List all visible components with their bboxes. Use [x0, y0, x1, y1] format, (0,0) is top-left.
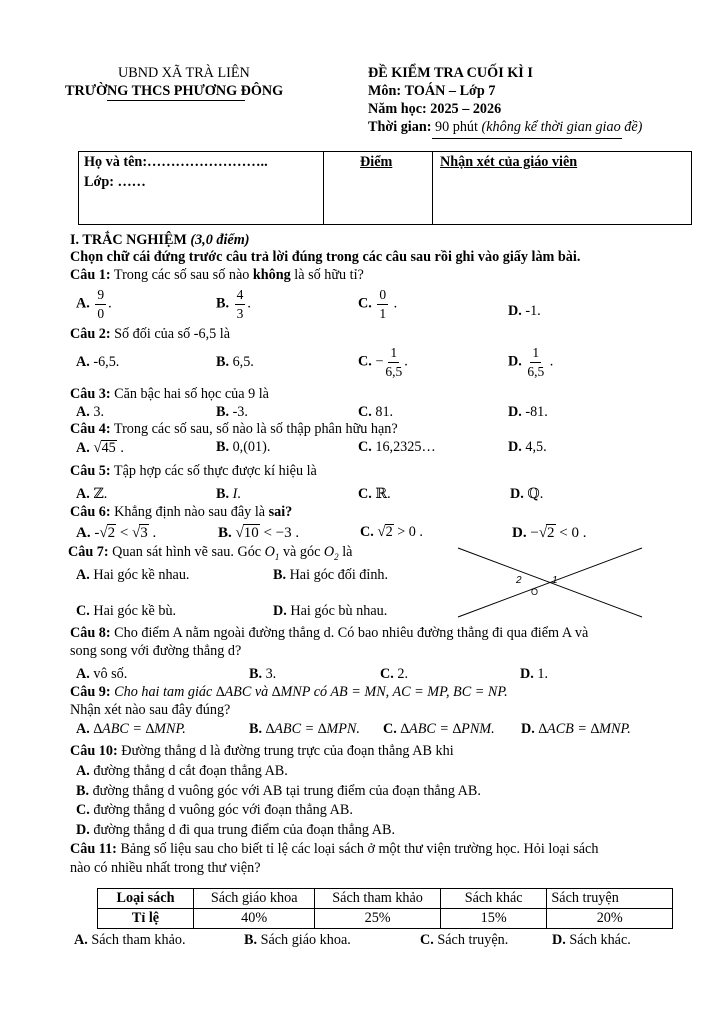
relation: < 0 — [555, 525, 580, 541]
question-3-text: Căn bậc hai số học của 9 là — [114, 386, 269, 402]
q5-option-d — [510, 487, 543, 503]
option-text: Sách truyện. — [437, 932, 509, 948]
option-text: ∆ABC = ∆MPN. — [265, 721, 360, 737]
school-authority: UBND XÃ TRÀ LIÊN — [118, 65, 250, 81]
info-box-divider-1 — [323, 151, 324, 224]
q8-option-a — [76, 667, 127, 683]
question-7 — [68, 545, 352, 563]
angle-o1: $O_1$ — [264, 544, 280, 562]
radicand: 45 — [101, 440, 116, 456]
book-ratio-table — [97, 888, 673, 929]
option-text: đường thẳng d đi qua trung điểm của đoạn thẳng AB. — [93, 822, 395, 838]
angle-o2: $O_2$ — [323, 544, 339, 562]
table-header-cell: Sách giáo khoa — [194, 889, 315, 909]
q6-option-a: A. -√2 < √3 . — [76, 525, 157, 541]
option-letter: A. — [76, 721, 90, 737]
question-10-label: Câu 10: — [70, 743, 118, 759]
option-text: Sách khác. — [569, 932, 631, 948]
q6-option-c: C. √2 > 0 . — [360, 524, 423, 540]
q2-option-d: D. $\frac{1}{6,5}$ . — [508, 345, 554, 379]
sqrt-sign: √ — [235, 525, 244, 541]
sqrt-sign: √ — [99, 525, 108, 541]
question-6-label: Câu 6: — [70, 504, 111, 520]
q8-option-b — [249, 667, 276, 683]
option-text: đường thẳng d vuông góc với AB tại trung điểm của đoạn thẳng AB. — [92, 783, 481, 799]
option-letter: B. — [216, 439, 230, 455]
q10-option-d — [76, 823, 395, 839]
option-text: vô số. — [93, 666, 128, 682]
q9-option-b — [249, 722, 360, 738]
exam-header-underline — [432, 138, 622, 139]
numerator: 0 — [377, 288, 388, 305]
option-letter: B. — [273, 567, 287, 583]
option-letter: B. — [216, 486, 230, 502]
option-letter: C. — [358, 486, 372, 502]
q8-option-c — [380, 667, 408, 683]
question-5 — [70, 464, 317, 480]
option-letter: B. — [216, 295, 230, 312]
q11-option-d — [552, 933, 631, 949]
exam-time — [368, 120, 642, 136]
option-letter: C. — [420, 932, 434, 948]
option-letter: A. — [74, 932, 88, 948]
option-letter: B. — [244, 932, 258, 948]
vertex-label-o: O — [531, 587, 539, 597]
question-7-label: Câu 7: — [68, 544, 109, 560]
option-text: 4,5. — [525, 439, 547, 455]
option-letter: D. — [520, 666, 534, 682]
question-9-line2: Nhận xét nào sau đây đúng? — [70, 702, 231, 718]
question-4 — [70, 422, 398, 438]
table-cell: 15% — [440, 909, 547, 929]
option-letter: A. — [76, 763, 90, 779]
option-letter: A. — [76, 404, 90, 420]
option-letter: D. — [521, 721, 535, 737]
table-header-cell: Sách truyện — [547, 889, 673, 909]
option-letter: D. — [512, 525, 527, 541]
q1-option-c: C. $\frac{0}{1}$ . — [358, 287, 398, 321]
student-name-field: Họ và tên:…………………….. — [84, 154, 268, 170]
option-letter: C. — [76, 603, 90, 619]
question-3 — [70, 387, 269, 403]
q7-option-c — [76, 604, 176, 620]
fraction — [527, 346, 544, 378]
q10-option-c — [76, 803, 353, 819]
student-class-field: Lớp: …… — [84, 174, 146, 190]
q11-option-a — [74, 933, 186, 949]
sign: - — [94, 525, 100, 541]
option-text: 6,5. — [232, 354, 254, 370]
exam-title: ĐỀ KIỂM TRA CUỐI KÌ I — [368, 65, 533, 81]
option-letter: C. — [358, 404, 372, 420]
table-cell: 40% — [194, 909, 315, 929]
option-text: Sách tham khảo. — [91, 932, 186, 948]
relation: > 0 — [393, 524, 416, 540]
sign: − — [530, 525, 539, 541]
q9-option-a — [76, 722, 186, 738]
option-letter: B. — [249, 666, 263, 682]
option-text: -81. — [525, 404, 548, 420]
q1-option-d — [508, 304, 541, 320]
option-letter: A. — [76, 666, 90, 682]
option-letter: D. — [508, 303, 522, 319]
option-text: I — [232, 486, 238, 502]
question-11 — [70, 842, 598, 858]
subject-label: Môn: — [368, 83, 402, 99]
q1-option-b: B. $\frac{4}{3}$ . — [216, 287, 251, 321]
question-7-text-c: là — [342, 544, 353, 560]
option-letter: D. — [510, 486, 524, 502]
option-letter: C. — [358, 353, 372, 370]
radicand: 10 — [243, 525, 259, 541]
question-10 — [70, 744, 454, 760]
option-text: ∆ACB = ∆MNP. — [538, 721, 631, 737]
option-letter: A. — [76, 295, 90, 312]
option-letter: C. — [360, 524, 374, 540]
option-text: ∆ABC = ∆PNM. — [400, 721, 495, 737]
question-4-label: Câu 4: — [70, 421, 111, 437]
table-header-cell: Sách tham khảo — [315, 889, 441, 909]
exam-subject — [368, 84, 495, 100]
fraction — [385, 346, 402, 378]
question-3-label: Câu 3: — [70, 386, 111, 402]
option-text: 2. — [397, 666, 408, 682]
option-letter: C. — [358, 439, 372, 455]
question-11-text: Bảng số liệu sau cho biết tỉ lệ các loại sách ở một thư viện trường học. Hỏi loại sách — [120, 841, 599, 857]
denominator: 3 — [236, 305, 244, 321]
question-1-text-a: Trong các số sau số nào — [113, 267, 250, 283]
option-text: Hai góc kề nhau. — [93, 567, 190, 583]
option-letter: A. — [76, 525, 91, 541]
q5-option-c — [358, 487, 391, 503]
option-letter: D. — [552, 932, 566, 948]
subject-value: TOÁN – Lớp 7 — [404, 83, 496, 99]
relation: < — [116, 525, 133, 541]
year-value: 2025 – 2026 — [430, 101, 502, 117]
q2-option-c: C. − $\frac{1}{6,5}$ . — [358, 345, 408, 379]
option-letter: A. — [76, 354, 90, 370]
school-name-underline — [107, 100, 245, 101]
question-1-text-c: là số hữu tỉ? — [294, 267, 364, 283]
q3-option-c — [358, 405, 393, 421]
question-8 — [70, 626, 588, 642]
question-8-label: Câu 8: — [70, 625, 111, 641]
angle-label-1: 1 — [552, 575, 558, 586]
sqrt-sign: √ — [538, 525, 548, 541]
radicand: 2 — [547, 525, 555, 541]
question-7-text-b: và góc — [282, 544, 321, 560]
question-2-label: Câu 2: — [70, 326, 111, 342]
q7-option-a — [76, 568, 189, 584]
fraction — [235, 288, 246, 320]
q3-option-d — [508, 405, 548, 421]
question-9 — [70, 685, 508, 701]
school-name: TRƯỜNG THCS PHƯƠNG ĐÔNG — [65, 83, 284, 99]
question-8-text: Cho điểm A nằm ngoài đường thẳng d. Có bao nhiêu đường thẳng đi qua điểm A và — [114, 625, 589, 641]
option-text: -3. — [232, 404, 248, 420]
q10-option-a — [76, 764, 288, 780]
option-text: ∆ABC = ∆MNP. — [93, 721, 186, 737]
option-letter: A. — [76, 486, 90, 502]
option-text: 0,(01). — [232, 439, 271, 455]
q6-option-d: D. −√2 < 0 . — [512, 525, 587, 541]
q8-option-d — [520, 667, 548, 683]
option-letter: B. — [76, 783, 90, 799]
q4-option-c — [358, 440, 436, 456]
q7-option-d — [273, 604, 387, 620]
radicand: 2 — [385, 524, 393, 540]
question-1 — [70, 268, 364, 284]
denominator: 0 — [97, 305, 105, 321]
option-text: 3. — [265, 666, 277, 682]
question-8-line2: song song với đường thẳng d? — [70, 643, 242, 659]
question-4-text: Trong các số sau, số nào là số thập phân hữu hạn? — [113, 421, 398, 437]
denominator: 6,5 — [527, 363, 545, 379]
option-text: Sách giáo khoa. — [260, 932, 351, 948]
numerator: 4 — [235, 288, 246, 305]
sqrt-sign: √ — [93, 440, 102, 456]
q9-option-c — [383, 722, 495, 738]
q2-option-b — [216, 355, 254, 371]
option-text: 3. — [93, 404, 104, 420]
exam-year — [368, 102, 501, 118]
option-letter: D. — [508, 439, 522, 455]
option-letter: C. — [380, 666, 394, 682]
option-letter: D. — [76, 822, 90, 838]
option-letter: A. — [76, 440, 90, 456]
relation: < −3 — [259, 525, 292, 541]
question-5-label: Câu 5: — [70, 463, 111, 479]
section-title-text: I. TRẮC NGHIỆM — [70, 232, 187, 248]
option-letter: B. — [218, 525, 232, 541]
option-text: 1. — [537, 666, 548, 682]
numerator: 1 — [388, 346, 399, 363]
question-2-text: Số đối của số -6,5 là — [114, 326, 231, 342]
question-6-text-a: Khẳng định nào sau đây là — [114, 504, 266, 520]
question-5-text: Tập hợp các số thực được kí hiệu là — [113, 463, 317, 479]
q10-option-b — [76, 784, 481, 800]
option-text: 81. — [375, 404, 394, 420]
q3-option-b — [216, 405, 248, 421]
radicand: 3 — [140, 525, 148, 541]
table-header-cell: Sách khác — [440, 889, 547, 909]
question-2 — [70, 327, 230, 343]
denominator: 1 — [379, 305, 387, 321]
q11-option-b — [244, 933, 351, 949]
intersecting-lines-figure — [450, 543, 650, 623]
option-text: ℝ. — [375, 486, 391, 502]
fraction — [377, 288, 388, 320]
q3-option-a — [76, 405, 104, 421]
option-letter: C. — [358, 295, 372, 312]
sqrt-sign: √ — [377, 524, 386, 540]
q11-option-c — [420, 933, 508, 949]
section-title — [70, 233, 249, 249]
option-letter: C. — [76, 802, 90, 818]
option-letter: B. — [216, 404, 230, 420]
fraction — [95, 288, 106, 320]
question-1-label: Câu 1: — [70, 267, 111, 283]
option-text: Hai góc bù nhau. — [290, 603, 388, 619]
q2-option-a — [76, 355, 119, 371]
question-1-text-b: không — [252, 267, 291, 283]
angle-label-2: 2 — [516, 575, 522, 586]
denominator: 6,5 — [385, 363, 403, 379]
time-note: (không kể thời gian giao đề) — [481, 119, 643, 135]
option-text: -6,5. — [93, 354, 120, 370]
radicand: 2 — [107, 525, 116, 541]
q9-option-d — [521, 722, 631, 738]
question-11-line2: nào có nhiều nhất trong thư viện? — [70, 860, 261, 876]
numerator: 9 — [95, 288, 106, 305]
table-row — [98, 889, 673, 909]
option-text: -1. — [525, 303, 541, 319]
sqrt-sign: √ — [132, 525, 141, 541]
info-box-divider-2 — [432, 151, 433, 224]
q1-option-a: A. $\frac{9}{0}$ . — [76, 287, 112, 321]
q5-option-a — [76, 487, 107, 503]
option-text: Hai góc đối đỉnh. — [289, 567, 389, 583]
table-cell: Tỉ lệ — [98, 909, 194, 929]
question-9-text: Cho hai tam giác ∆ABC và ∆MNP có AB = MN, AC = MP, BC = NP. — [114, 684, 508, 700]
table-header-cell: Loại sách — [98, 889, 194, 909]
table-cell: 20% — [547, 909, 673, 929]
question-6-text-b: sai? — [268, 504, 293, 520]
question-11-label: Câu 11: — [70, 841, 117, 857]
q4-option-d — [508, 440, 547, 456]
q4-option-b — [216, 440, 270, 456]
time-value: 90 phút — [435, 119, 478, 135]
teacher-comment-label: Nhận xét của giáo viên — [440, 154, 578, 170]
option-text: ℤ. — [93, 486, 108, 502]
option-text: ℚ. — [527, 486, 544, 502]
year-label: Năm học: — [368, 101, 427, 117]
option-letter: D. — [508, 404, 522, 420]
option-letter: C. — [383, 721, 397, 737]
table-row — [98, 909, 673, 929]
q4-option-a: A. √45 . — [76, 440, 124, 456]
section-points: (3,0 điểm) — [190, 232, 250, 248]
q7-option-b — [273, 568, 388, 584]
time-label: Thời gian: — [368, 119, 432, 135]
question-7-text-a: Quan sát hình vẽ sau. Góc — [112, 544, 262, 560]
option-letter: B. — [216, 354, 230, 370]
numerator: 1 — [530, 346, 541, 363]
question-10-text: Đường thẳng d là đường trung trực của đoạn thẳng AB khi — [121, 743, 454, 759]
option-text: đường thẳng d vuông góc với đoạn thẳng AB. — [93, 802, 353, 818]
q6-option-b: B. √10 < −3 . — [218, 525, 300, 541]
question-6 — [70, 505, 292, 521]
option-text: Hai góc kề bù. — [93, 603, 177, 619]
q5-option-b: B. I. — [216, 486, 241, 502]
option-letter: D. — [273, 603, 287, 619]
section-instruction: Chọn chữ cái đứng trước câu trả lời đúng trong các câu sau rồi ghi vào giấy làm bài. — [70, 249, 581, 265]
minus-sign: − — [375, 353, 384, 370]
option-text: đường thẳng d cắt đoạn thẳng AB. — [93, 763, 288, 779]
option-letter: A. — [76, 567, 90, 583]
score-label: Điểm — [360, 154, 393, 170]
question-9-label: Câu 9: — [70, 684, 111, 700]
option-letter: B. — [249, 721, 263, 737]
option-letter: D. — [508, 353, 522, 370]
table-cell: 25% — [315, 909, 441, 929]
option-text: 16,2325… — [375, 439, 436, 455]
